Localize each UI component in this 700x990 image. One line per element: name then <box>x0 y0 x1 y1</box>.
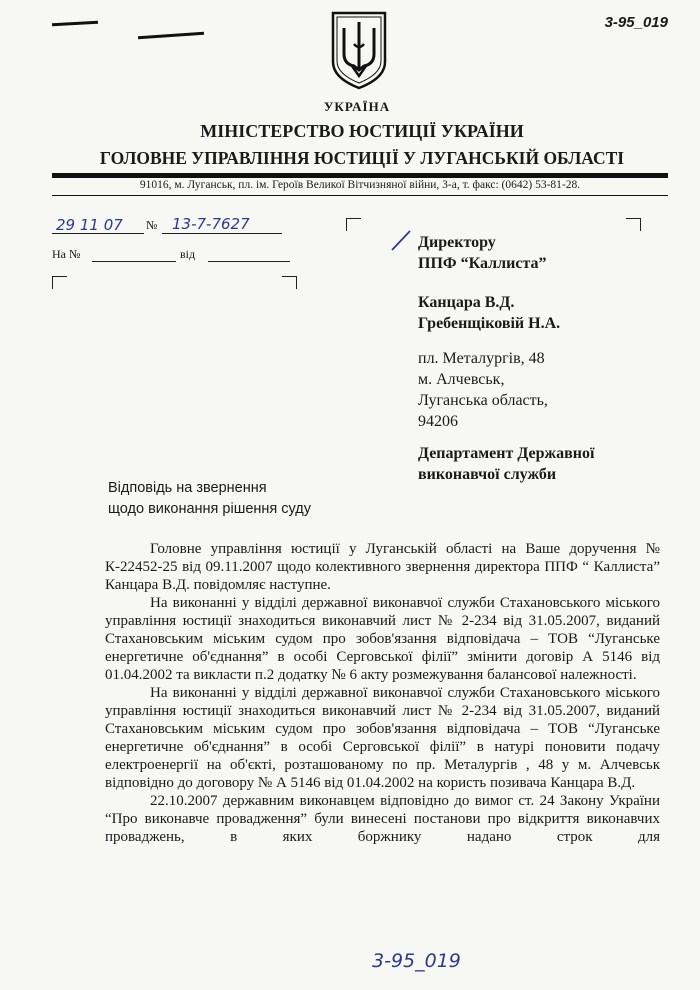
body-paragraph: На виконанні у відділі державної виконавчої служби Стахановського міського управління юстиції знаходиться виконавчий лист № 2-234 від 31.05.2007, виданий Стахановським міським судом про зобов'язання відповідача – ТОВ “Луганське енергетичне об'єднання” в особі Серговської філії” в натурі поновити подачу електроенергії на об'єкті, розташованому по пр. Металургів , 48 у м. Алчевськ відповідно до договору № А 5146 від 01.04.2002 на користь позивача Канцара В.Д. <box>105 685 660 791</box>
sender-address: 91016, м. Луганськ, пл. ім. Героїв Великої Вітчизняної війни, 3-а, т. факс: (0642) 53-81-28. <box>139 179 581 191</box>
from-underline <box>208 261 290 262</box>
date-underline <box>52 233 144 234</box>
from-label: від <box>180 247 196 261</box>
recipient-address-line: Луганська область, <box>418 392 548 409</box>
number-underline <box>162 233 282 234</box>
reference-underline <box>92 261 176 262</box>
recipient-title: Директору <box>418 234 496 251</box>
coat-of-arms-icon <box>330 10 388 90</box>
outgoing-number: 13-7-7627 <box>172 215 250 233</box>
corner-bracket <box>282 276 297 289</box>
recipient-address-line: м. Алчевськ, <box>418 371 505 388</box>
corner-bracket <box>626 218 641 231</box>
reference-label: На № <box>52 247 81 261</box>
body-paragraph: На виконанні у відділі державної виконавчої служби Стахановського міського управління юстиції знаходиться виконавчий лист № 2-234 від 31.05.2007, виданий Стахановським міським судом про зобов'язання відповідача – ТОВ “Луганське енергетичне об'єднання” в особі Серговської філії” змінити договір А 5146 від 01.04.2002 та викласти п.2 додатку № 6 акту розмежування балансової належності. <box>105 595 660 683</box>
recipient-company: ППФ “Каллиста” <box>418 255 547 272</box>
corner-bracket <box>52 276 67 289</box>
subject-line: Відповідь на звернення <box>108 480 267 496</box>
recipient-person: Канцара В.Д. <box>418 294 515 311</box>
pen-mark <box>52 21 98 26</box>
corner-bracket <box>346 218 361 231</box>
document-id: 3-95_019 <box>604 14 668 31</box>
header-divider-thin <box>52 195 668 196</box>
department-name: ГОЛОВНЕ УПРАВЛІННЯ ЮСТИЦІЇ У ЛУГАНСЬКІЙ ОБЛАСТІ <box>99 148 625 168</box>
header-divider <box>52 173 668 178</box>
handwritten-document-id: 3-95_019 <box>372 950 461 972</box>
copy-recipient: Департамент Державної <box>418 445 595 462</box>
letter-body <box>105 540 660 846</box>
subject-line: щодо виконання рішення суду <box>108 501 312 517</box>
pen-mark <box>138 32 204 40</box>
recipient-person: Гребенщіковій Н.А. <box>418 315 561 332</box>
ministry-name: МІНІСТЕРСТВО ЮСТИЦІЇ УКРАЇНИ <box>200 121 524 141</box>
number-sign: № <box>146 218 158 232</box>
check-mark-icon <box>390 228 414 252</box>
outgoing-date: 29 11 07 <box>56 216 123 234</box>
body-paragraph: Головне управління юстиції у Луганській області на Ваше доручення № К-22452-25 від 09.11.2007 щодо колективного звернення директора ППФ “ Каллиста” Канцара В.Д. повідомляє наступне. <box>105 541 660 593</box>
letter-subject <box>108 478 311 520</box>
body-paragraph: 22.10.2007 державним виконавцем відповідно до вимог ст. 24 Закону України “Про виконавче провадження” були винесені постанови про відкриття виконавчих проваджень, в яких боржнику надано строк для <box>105 793 660 845</box>
recipient-address-line: 94206 <box>418 413 458 430</box>
country-name: УКРАЇНА <box>323 99 391 114</box>
recipient-address-line: пл. Металургів, 48 <box>418 350 545 367</box>
copy-recipient: виконавчої служби <box>418 466 557 483</box>
